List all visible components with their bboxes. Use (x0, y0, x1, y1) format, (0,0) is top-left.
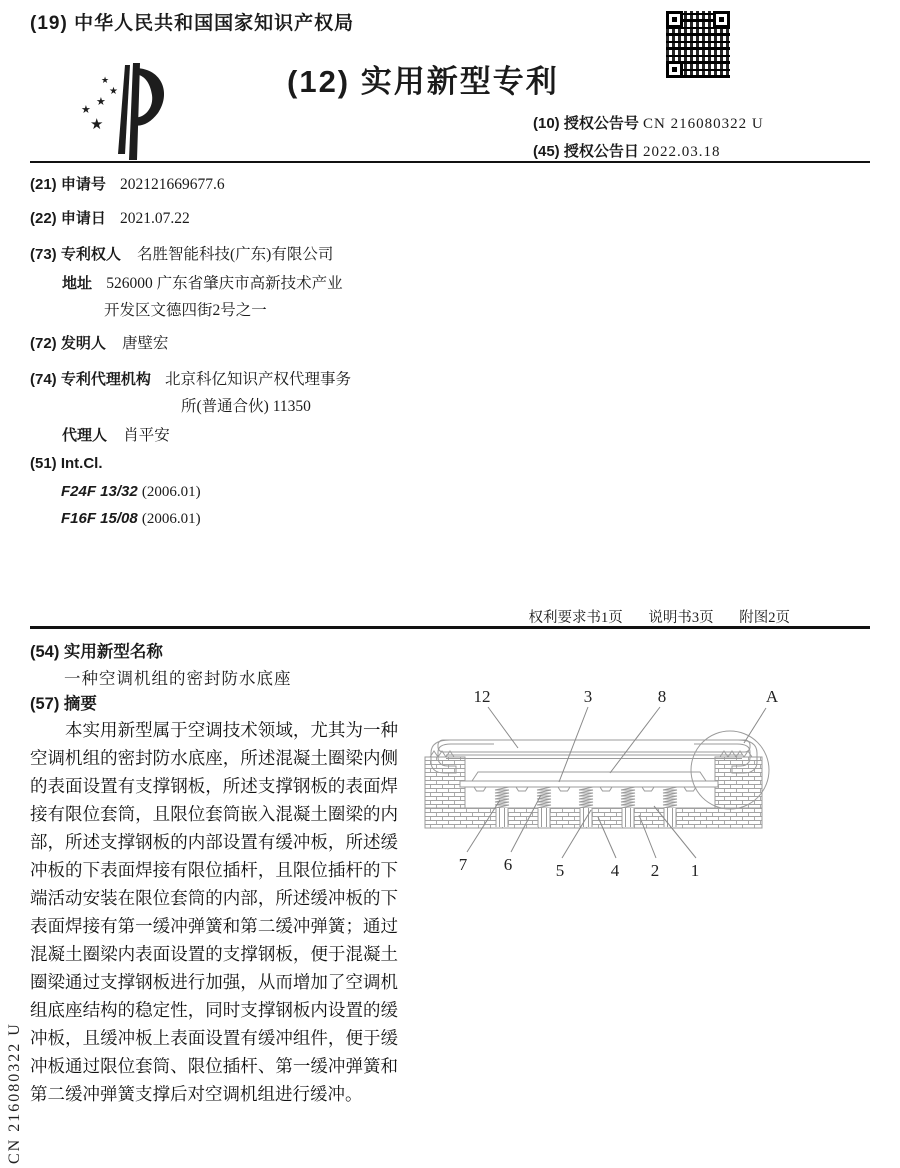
agency-line1: 北京科亿知识产权代理事务 (165, 371, 352, 388)
svg-text:★: ★ (96, 96, 106, 108)
abstract-text: 本实用新型属于空调技术领域，尤其为一种空调机组的密封防水底座，所述混凝土圈梁内侧的表面设置有支撑钢板，所述支撑钢板的表面焊接有限位套筒，且限位套筒嵌入混凝土圈梁的内部，所述支撑钢板的内部设置有缓冲板，所述缓冲板的下表面焊接有限位插杆，且限位插杆的下端活动安装在限位套筒的内部，所述缓冲板的下表面焊接有第一缓冲弹簧和第二缓冲弹簧；通过混凝土圈梁内表面设置的支撑钢板，便于混凝土圈梁通过支撑钢板进行加强，从而增加了空调机组底座结构的稳定性，同时支撑钢板内设置的缓冲板，且缓冲板上表面设置有缓冲组件，便于缓冲板通过限位套筒、限位插杆、第一缓冲弹簧和第二缓冲弹簧支撑后对空调机组进行缓冲。 (30, 720, 398, 1104)
address-label: 地址 (62, 275, 93, 292)
address-row (62, 271, 343, 293)
inventor-label: (72) 发明人 (30, 335, 106, 352)
figure-label: 12 (473, 687, 491, 706)
address-line1: 526000 广东省肇庆市高新技术产业 (106, 275, 343, 292)
pages-info (400, 606, 790, 627)
agency-label: (74) 专利代理机构 (30, 371, 151, 388)
top-cover-plate (438, 740, 750, 759)
agency-line2: 所(普通合伙) 11350 (181, 398, 311, 415)
agent-value: 肖平安 (123, 427, 170, 444)
figure-label: 8 (657, 687, 667, 706)
agency-row-2 (181, 394, 311, 416)
qr-finder-icon (666, 61, 683, 78)
claims-pages: 权利要求书1页 (528, 610, 623, 626)
figure-pages: 附图2页 (739, 610, 790, 626)
document-type-title: (12) 实用新型专利 (287, 64, 559, 99)
qr-finder-icon (713, 11, 730, 28)
svg-text:★: ★ (109, 86, 118, 97)
patentee-label: (73) 专利权人 (30, 246, 121, 263)
description-pages: 说明书3页 (648, 610, 714, 626)
title-section-label: (54) 实用新型名称 (30, 643, 163, 661)
address-line2: 开发区文德四街2号之一 (104, 302, 267, 319)
publication-date-label: (45) 授权公告日 (533, 143, 639, 160)
qr-finder-icon (666, 11, 683, 28)
cnipa-logo-icon (68, 56, 188, 174)
figure-label: 1 (690, 861, 700, 880)
figure-label: A (765, 687, 779, 706)
publication-date-row (533, 140, 721, 161)
address-row-2 (104, 298, 267, 320)
application-number-row (30, 173, 225, 194)
office-name-line: (19) 中华人民共和国国家知识产权局 (30, 13, 355, 34)
qr-code-icon (666, 11, 730, 78)
header-divider (30, 161, 870, 163)
support-steel-plate (460, 781, 718, 787)
svg-text:★: ★ (90, 117, 104, 133)
intcl-entry (61, 510, 201, 528)
patent-figure (410, 684, 898, 894)
svg-text:★: ★ (81, 104, 91, 116)
svg-text:★: ★ (101, 75, 110, 85)
application-date-row (30, 207, 190, 228)
publication-number-row (533, 112, 764, 133)
application-date-value: 2021.07.22 (120, 210, 190, 227)
intcl-label: (51) Int.Cl. (30, 455, 103, 472)
side-publication-code: CN 216080322 U (6, 1022, 23, 1164)
inventor-value: 唐壁宏 (122, 335, 169, 352)
inventor-row (30, 331, 169, 353)
ipc-code: F16F 15/08 (61, 510, 138, 527)
figure-label: 3 (583, 687, 593, 706)
figure-label: 4 (610, 861, 620, 880)
application-number-value: 202121669677.6 (120, 176, 225, 193)
ipc-version: (2006.01) (141, 511, 201, 527)
application-date-label: (22) 申请日 (30, 210, 106, 227)
agent-label: 代理人 (62, 427, 108, 444)
invention-title: 一种空调机组的密封防水底座 (64, 670, 292, 688)
figure-label: 5 (555, 861, 565, 880)
ipc-code: F24F 13/32 (61, 483, 138, 500)
intcl-row (30, 455, 103, 472)
body-divider (30, 626, 870, 629)
intcl-entry (61, 483, 201, 501)
agent-row (62, 423, 170, 445)
patentee-value: 名胜智能科技(广东)有限公司 (137, 246, 334, 263)
buffer-plate (472, 772, 706, 781)
ipc-version: (2006.01) (141, 484, 201, 500)
figure-label: 2 (650, 861, 660, 880)
abstract-section-label: (57) 摘要 (30, 695, 97, 713)
publication-date-value: 2022.03.18 (643, 144, 721, 160)
figure-label: 7 (458, 855, 468, 874)
application-number-label: (21) 申请号 (30, 176, 106, 193)
patentee-row (30, 242, 333, 264)
agency-row (30, 367, 351, 389)
publication-number-value: CN 216080322 U (643, 116, 764, 132)
publication-number-label: (10) 授权公告号 (533, 115, 639, 132)
figure-label: 6 (503, 855, 513, 874)
